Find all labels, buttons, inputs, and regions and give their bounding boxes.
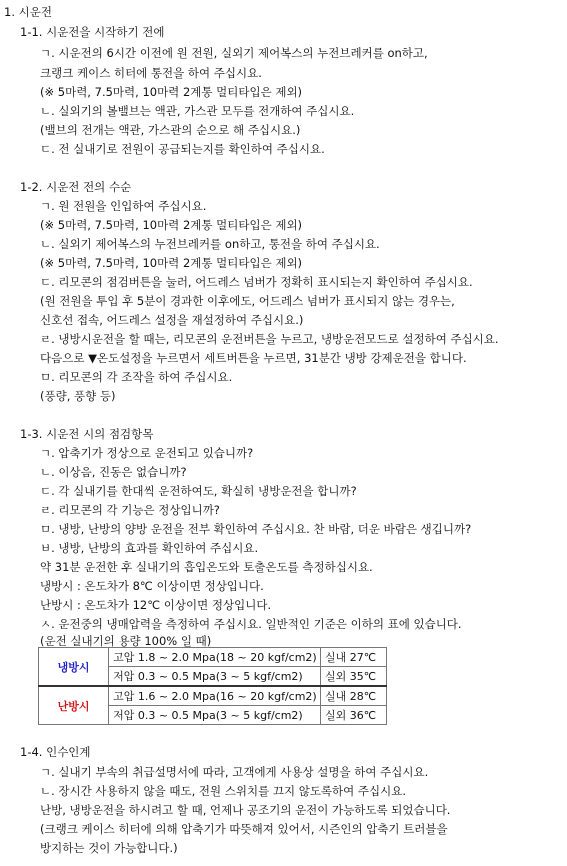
cooling-indoor-temp: 실내 27℃ (320, 648, 386, 667)
text-line: 다음으로 ▼온도설정을 누르면서 세트버튼을 누르면, 31분간 냉방 강제운전을 합니다. (40, 351, 467, 365)
text-line: ㄱ. 원 전원을 인입하여 주십시요. (40, 199, 207, 213)
text-line: (크랭크 케이스 히터에 의해 압축기가 따뜻해져 있어서, 시즌인의 압축기 트러블을 (40, 822, 448, 836)
cooling-low-pressure: 저압 0.3 ~ 0.5 Mpa(3 ~ 5 kgf/cm2) (109, 667, 321, 687)
text-line: 방지하는 것이 가능합니다.) (40, 841, 178, 855)
heating-high-pressure: 고압 1.6 ~ 2.0 Mpa(16 ~ 20 kgf/cm2) (109, 686, 321, 706)
refrigerant-pressure-table (38, 647, 387, 725)
subsection-heading-1-1: 1-1. 시운전을 시작하기 전에 (20, 25, 165, 39)
text-line: 난방, 냉방운전을 하시려고 할 때, 언제나 공조기의 운전이 가능하도록 되었습니다. (40, 803, 451, 817)
text-line: ㄷ. 각 실내기를 한대씩 운전하여도, 확실히 냉방운전을 합니까? (40, 484, 357, 498)
heating-outdoor-temp: 실외 36℃ (320, 706, 386, 725)
section-title: 1. 시운전 (4, 5, 52, 19)
text-line: ㄱ. 실내기 부속의 취급설명서에 따라, 고객에게 사용상 설명을 하여 주십시요. (40, 765, 429, 779)
text-line: 약 31분 운전한 후 실내기의 흡입온도와 토출온도를 측정하십시요. (40, 560, 373, 574)
text-line: ㄹ. 냉방시운전을 할 때는, 리모콘의 운전버튼을 누르고, 냉방운전모드로 설정하여 주십시요. (40, 332, 499, 346)
subsection-heading-1-4: 1-4. 인수인계 (20, 745, 91, 759)
text-line: (원 전원을 투입 후 5분이 경과한 이후에도, 어드레스 넘버가 표시되지 않는 경우는, (40, 294, 455, 308)
text-line: (※ 5마력, 7.5마력, 10마력 2계통 멀티타입은 제외) (40, 218, 303, 232)
text-line: ㄴ. 이상음, 진동은 없습니까? (40, 465, 187, 479)
text-line: 크랭크 케이스 히터에 통전을 하여 주십시요. (40, 66, 262, 80)
heating-mode-label: 난방시 (39, 686, 109, 725)
text-line: (밸브의 전개는 액관, 가스관의 순으로 해 주십시요.) (40, 123, 301, 137)
text-line: ㅂ. 냉방, 난방의 효과를 확인하여 주십시요. (40, 541, 259, 555)
text-line: ㄱ. 압축기가 정상으로 운전되고 있습니까? (40, 446, 254, 460)
text-line: ㄷ. 리모콘의 점검버튼을 눌러, 어드레스 넘버가 정확히 표시되는지 확인하여 주십시요. (40, 275, 473, 289)
text-line: (풍량, 풍향 등) (40, 389, 116, 403)
heating-low-pressure: 저압 0.3 ~ 0.5 Mpa(3 ~ 5 kgf/cm2) (109, 706, 321, 725)
text-line: ㄴ. 실외기의 볼밸브는 액관, 가스관 모두를 전개하여 주십시요. (40, 104, 355, 118)
text-line: ㄱ. 시운전의 6시간 이전에 원 전원, 실외기 제어복스의 누전브레커를 on하고, (40, 46, 428, 60)
text-line: ㄹ. 리모콘의 각 기능은 정상입니까? (40, 503, 220, 517)
text-line: ㅁ. 냉방, 난방의 양방 운전을 전부 확인하여 주십시요. 찬 바람, 더운 바람은 생깁니까? (40, 522, 472, 536)
text-line: (※ 5마력, 7.5마력, 10마력 2계통 멀티타입은 제외) (40, 85, 303, 99)
heating-indoor-temp: 실내 28℃ (320, 686, 386, 706)
text-line: ㅁ. 리모콘의 각 조작을 하여 주십시요. (40, 370, 233, 384)
text-line: ㅅ. 운전중의 냉매압력을 측정하여 주십시요. 일반적인 기준은 이하의 표에 있습니다. (40, 617, 462, 631)
text-line: 난방시 : 온도차가 12℃ 이상이면 정상입니다. (40, 598, 272, 612)
text-line: ㄴ. 실외기 제어복스의 누전브레커를 on하고, 통전을 하여 주십시요. (40, 237, 380, 251)
text-line: 신호선 접속, 어드레스 설정을 재설정하여 주십시요.) (40, 313, 304, 327)
table-row (39, 686, 387, 706)
subsection-heading-1-3: 1-3. 시운전 시의 점검항목 (20, 427, 154, 441)
text-line: 냉방시 : 온도차가 8℃ 이상이면 정상입니다. (40, 579, 264, 593)
table-row (39, 648, 387, 667)
cooling-mode-label: 냉방시 (39, 648, 109, 687)
cooling-high-pressure: 고압 1.8 ~ 2.0 Mpa(18 ~ 20 kgf/cm2) (109, 648, 321, 667)
text-line: ㄴ. 장시간 사용하지 않을 때도, 전원 스위치를 끄지 않도록하여 주십시요. (40, 784, 407, 798)
text-line: ㄷ. 전 실내기로 전원이 공급되는지를 확인하여 주십시요. (40, 142, 325, 156)
text-line: (※ 5마력, 7.5마력, 10마력 2계통 멀티타입은 제외) (40, 256, 303, 270)
text-line: (운전 실내기의 용량 100% 일 때) (40, 634, 212, 648)
subsection-heading-1-2: 1-2. 시운전 전의 수순 (20, 180, 132, 194)
cooling-outdoor-temp: 실외 35℃ (320, 667, 386, 687)
